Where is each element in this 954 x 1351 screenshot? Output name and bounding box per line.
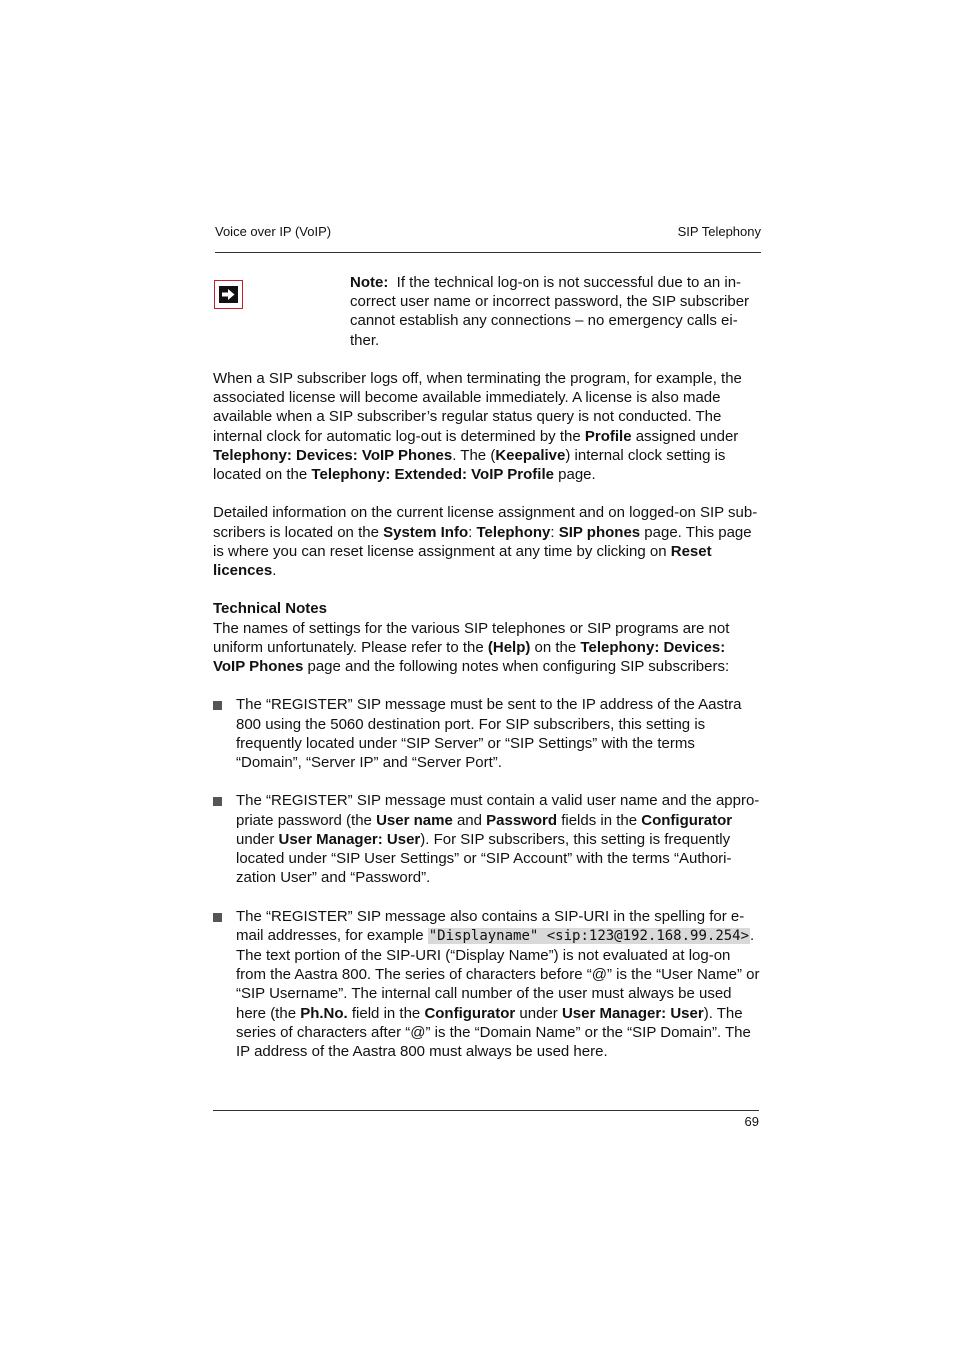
bullet-square-icon	[213, 797, 222, 806]
text-run: Detailed information on the current license assignment and on logged-on SIP sub-scribers is located on the	[213, 504, 758, 541]
text-run: ) internal clock setting is located on the	[213, 446, 726, 484]
paragraph-tech-notes	[213, 619, 761, 677]
page-number: 69	[744, 1114, 759, 1129]
header-divider	[215, 252, 761, 253]
bold-term: User Manager: User	[561, 1004, 704, 1022]
text-run: :	[468, 523, 477, 541]
bold-term: Configurator	[424, 1004, 516, 1022]
text-run: . The (	[452, 446, 496, 464]
list-item	[213, 791, 761, 887]
text-run: :	[550, 523, 559, 541]
text-run: field in the	[347, 1004, 425, 1022]
text-run: .	[272, 562, 277, 580]
text-run: assigned under	[631, 427, 739, 445]
text-run: The “REGISTER” SIP message must be sent to the IP address of the Aastra 800 using the 5060 destination port. For SIP subscribers, this setting is frequently located under “SIP Server” or “SIP Settings” with the terms “Domain”, “Server IP” and “Server Port”.	[236, 696, 742, 772]
list-item	[213, 907, 761, 1062]
note-block	[350, 273, 760, 350]
text-run: The “REGISTER” SIP message must contain a valid user name and the appro-priate password (the	[236, 792, 760, 829]
list-item	[213, 695, 761, 772]
arrow-right-icon	[214, 280, 243, 309]
bold-term: Password	[486, 811, 558, 829]
text-run: under	[515, 1004, 562, 1022]
bold-term: System Info	[383, 523, 469, 541]
bold-term: Keepalive	[495, 446, 566, 464]
code-sample: "Displayname" <sip:123@192.168.99.254>	[428, 927, 750, 944]
footer-divider	[213, 1110, 759, 1111]
paragraph-license-info	[213, 503, 761, 580]
text-run: on the	[530, 638, 581, 656]
note-label: Note:	[350, 274, 389, 291]
text-run: page.	[553, 466, 596, 484]
bold-term: Reset licences	[213, 542, 712, 580]
text-run: The names of settings for the various SIP telephones or SIP programs are not uniform unfortunately. Please refer to the	[213, 619, 730, 656]
text-run: under	[236, 830, 279, 848]
bold-term: Telephony: Devices: VoIP Phones	[213, 638, 726, 676]
section-heading: Technical Notes	[213, 600, 327, 618]
paragraph-license-logoff	[213, 369, 761, 484]
bold-term: Configurator	[641, 811, 733, 829]
main-content	[213, 369, 761, 1080]
text-run: . The text portion of the SIP-URI (“Display Name”) is not evaluated at log-on from the Aastra 800. The series of characters before “@” is the “User Name” or “SIP Username”. The internal call number of the user must always be used here (the	[236, 926, 760, 1022]
text-run: ). For SIP subscribers, this setting is frequently located under “SIP User Settings” or “SIP Account” with the terms “Authori-zation User” and “Password”.	[236, 830, 732, 887]
bold-term: Profile	[584, 427, 632, 445]
bold-term: (Help)	[487, 638, 531, 656]
bold-term: Ph.No.	[300, 1004, 348, 1022]
running-header-right: SIP Telephony	[677, 224, 761, 239]
text-run: ). The series of characters after “@” is the “Domain Name” or the “SIP Domain”. The IP address of the Aastra 800 must always be used here.	[236, 1004, 751, 1061]
running-header-left: Voice over IP (VoIP)	[215, 224, 332, 239]
bullet-square-icon	[213, 913, 222, 922]
text-run: fields in the	[557, 811, 642, 829]
bold-term: SIP phones	[558, 523, 641, 541]
text-run: and	[452, 811, 487, 829]
bold-term: User name	[376, 811, 453, 829]
bold-term: User Manager: User	[278, 830, 421, 848]
text-run: The “REGISTER” SIP message also contains a SIP-URI in the spelling for e-mail addresses, for example	[236, 907, 745, 944]
bold-term: Telephony: Devices: VoIP Phones	[213, 446, 453, 464]
text-run: page. This page is where you can reset license assignment at any time by clicking on	[213, 523, 752, 560]
bold-term: Telephony	[476, 523, 551, 541]
text-run: When a SIP subscriber logs off, when terminating the program, for example, the associated license will become available immediately. A license is also made available when a SIP subscriber’s regular status query is not conducted. The internal clock for automatic log-out is determined by the	[213, 370, 742, 445]
bullet-list	[213, 695, 761, 1061]
bold-term: Telephony: Extended: VoIP Profile	[311, 466, 554, 484]
text-run: page and the following notes when configuring SIP subscribers:	[303, 658, 730, 676]
note-text: If the technical log-on is not successful due to an in-correct user name or incorrect password, the SIP subscriber cannot establish any connections – no emergency calls ei-ther.	[350, 274, 750, 349]
bullet-square-icon	[213, 701, 222, 710]
